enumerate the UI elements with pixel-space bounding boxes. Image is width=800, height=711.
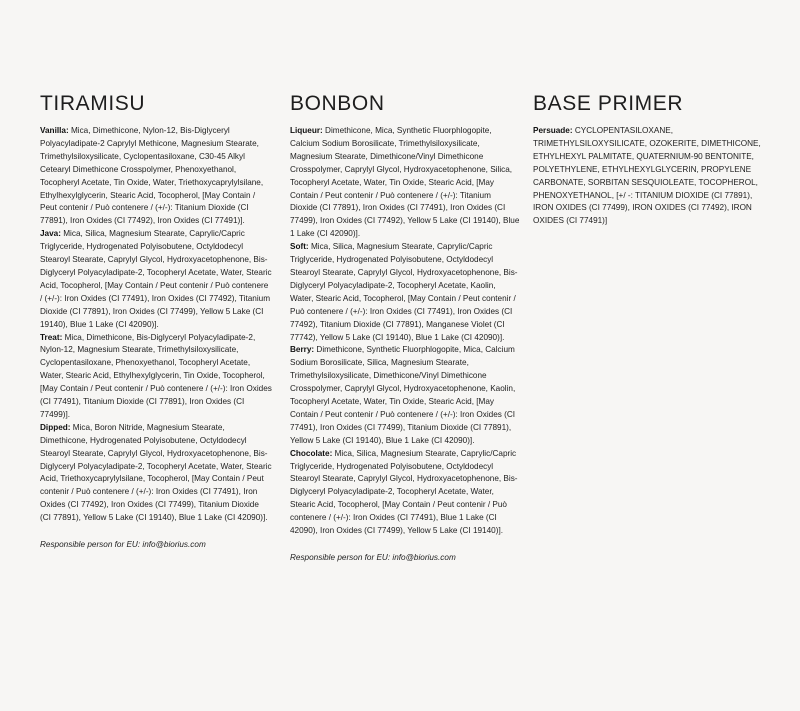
product-title: TIRAMISU [40, 92, 146, 115]
ingredient-shade-dipped [40, 422, 272, 525]
shade-name: Persuade: [533, 126, 573, 135]
ingredient-list: Dimethicone, Mica, Synthetic Fluorphlogopite, Calcium Sodium Borosilicate, Trimethylsiloxysilicate, Magnesium Stearate, Dimethicone/Vinyl Dimethicone Crosspolymer, Caprylyl Glycol, Hydroxyacetophenone, Silica, Tocopheryl Acetate, Water, Tin Oxide, Stearic Acid, [May Contain / Peut contenir / Può contenere / (+/-): Titanium Dioxide (CI 77891), Iron Oxides (CI 77491), Iron Oxides (CI 77499), Iron Oxides (CI 77492), Yellow 5 Lake (CI 19140), Blue 1 Lake (CI 42090)]. [290, 126, 520, 239]
ingredient-list: Mica, Silica, Magnesium Stearate, Caprylic/Capric Triglyceride, Hydrogenated Polyisobutene, Octyldodecyl Stearoyl Stearate, Caprylyl Glycol, Hydroxyacetophenone, Bis-Diglyceryl Polyacyladipate-2, Tocopheryl Acetate, Water, Stearic Acid, Tocopherol, [May Contain / Peut contenir / Può contenere / (+/-): Iron Oxides (CI 77491), Blue 1 Lake (CI 42090), Iron Oxides (CI 77499), Yellow 5 Lake (CI 19140)]. [290, 448, 518, 536]
column-bonbon [290, 92, 520, 564]
shade-name: Dipped: [40, 422, 71, 432]
shade-name: Vanilla: [40, 126, 69, 135]
ingredient-list: Mica, Boron Nitride, Magnesium Stearate, Dimethicone, Hydrogenated Polyisobutene, Octyldodecyl Stearoyl Stearate, Caprylyl Glycol, Hydroxyacetophenone, Bis-Diglyceryl Polyacyladipate-2, Tocopheryl Acetate, Water, Stearic Acid, Triethoxycaprylylsilane, Tocopherol, [May Contain / Peut contenir / Può contenere / (+/-): Iron Oxides (CI 77491), Iron Oxides (CI 77492), Iron Oxides (CI 77499), Titanium Dioxide (CI 77891), Yellow 5 Lake (CI 19140), Blue 1 Lake (CI 42090)]. [40, 422, 272, 523]
ingredient-shade-persuade [533, 125, 765, 228]
shade-name: Berry: [290, 345, 315, 355]
ingredient-list: Mica, Silica, Magnesium Stearate, Caprylic/Capric Triglyceride, Hydrogenated Polyisobutene, Octyldodecyl Stearoyl Stearate, Caprylyl Glycol, Hydroxyacetophenone, Bis-Diglyceryl Polyacyladipate-2, Tocopheryl Acetate, Water, Stearic Acid, Tocopherol, [May Contain / Peut contenir / Può contenere / (+/-): Iron Oxides (CI 77491), Iron Oxides (CI 77492), Titanium Dioxide (CI 77891), Iron Oxides (CI 77499), Yellow 5 Lake (CI 19140), Blue 1 Lake (CI 42090)]. [40, 229, 272, 329]
ingredient-shade-vanilla [40, 125, 272, 228]
ingredient-shade-java [40, 228, 272, 331]
ingredient-shade-soft [290, 241, 520, 344]
ingredient-shade-berry [290, 344, 520, 447]
responsible-person-note: Responsible person for EU: info@biorius.com [290, 553, 456, 562]
ingredient-list: Mica, Silica, Magnesium Stearate, Caprylic/Capric Triglyceride, Hydrogenated Polyisobutene, Octyldodecyl Stearoyl Stearate, Caprylyl Glycol, Hydroxyacetophenone, Bis-Diglyceryl Polyacyladipate-2, Tocopheryl Acetate, Kaolin, Water, Stearic Acid, Tocopherol, [May Contain / Peut contenir / Può contenere / (+/-): Iron Oxides (CI 77491), Iron Oxides (CI 77492), Titanium Dioxide (CI 77891), Manganese Violet (CI 77742), Yellow 5 Lake (CI 19140), Blue 1 Lake (CI 42090)]. [290, 242, 518, 342]
responsible-person-note: Responsible person for EU: info@biorius.com [40, 540, 206, 550]
ingredient-shade-treat [40, 332, 272, 422]
shade-name: Treat: [40, 332, 63, 342]
ingredient-shade-liqueur [290, 125, 520, 241]
shade-name: Chocolate: [290, 448, 333, 458]
shade-name: Java: [40, 229, 61, 239]
ingredient-list: Mica, Dimethicone, Nylon-12, Bis-Diglyceryl Polyacyladipate-2 Caprylyl Methicone, Magnesium Stearate, Trimethylsiloxysilicate, Cyclopentasiloxane, C30-45 Alkyl Cetearyl Dimethicone Crosspolymer, Phenoxyethanol, Tocopheryl Acetate, Tin Oxide, Water, Triethoxycaprylylsilane, Ethylhexylglycerin, Stearic Acid, Tocopherol, [May Contain / Peut contenir / Può contenere / (+/-): Titanium Dioxide (CI 77891), Iron Oxides (CI 77492), Iron Oxides (CI 77491)]. [40, 126, 264, 226]
ingredient-shade-chocolate [290, 448, 520, 538]
product-title: BONBON [290, 92, 385, 115]
shade-name: Liqueur: [290, 126, 323, 135]
shade-name: Soft: [290, 242, 309, 252]
column-tiramisu [40, 92, 272, 551]
product-title: BASE PRIMER [533, 92, 684, 115]
column-base-primer [533, 92, 765, 228]
ingredient-list: Mica, Dimethicone, Bis-Diglyceryl Polyacyladipate-2, Nylon-12, Magnesium Stearate, Trimethylsiloxysilicate, Cyclopentasiloxane, Phenoxyethanol, Tocopheryl Acetate, Water, Stearic Acid, Ethylhexylglycerin, Tin Oxide, Tocopherol, [May Contain / Peut contenir / Può contenere / (+/-): Iron Oxides (CI 77491), Titanium Dioxide (CI 77891), Iron Oxides (CI 77499)]. [40, 332, 272, 419]
ingredient-list: CYCLOPENTASILOXANE, TRIMETHYLSILOXYSILICATE, OZOKERITE, DIMETHICONE, ETHYLHEXYL PALMITATE, QUATERNIUM-90 BENTONITE, POLYETHYLENE, ETHYLHEXYLGLYCERIN, PROPYLENE CARBONATE, SORBITAN SESQUIOLEATE, TOCOPHEROL, PHENOXYETHANOL, [+/ -: TITANIUM DIOXIDE (CI 77891), IRON OXIDES (CI 77499), IRON OXIDES (CI 77492), IRON OXIDES (CI 77491)] [533, 126, 761, 226]
ingredient-list: Dimethicone, Synthetic Fluorphlogopite, Mica, Calcium Sodium Borosilicate, Silica, Magnesium Stearate, Trimethylsiloxysilicate, Dimethicone/Vinyl Dimethicone Crosspolymer, Caprylyl Glycol, Hydroxyacetophenone, Kaolin, Tocopheryl Acetate, Water, Tin Oxide, Stearic Acid, [May Contain / Peut contenir / Può contenere / (+/-): Iron Oxides (CI 77491), Iron Oxides (CI 77499), Titanium Dioxide (CI 77891), Yellow 5 Lake (CI 19140), Blue 1 Lake (CI 42090)]. [290, 345, 516, 445]
